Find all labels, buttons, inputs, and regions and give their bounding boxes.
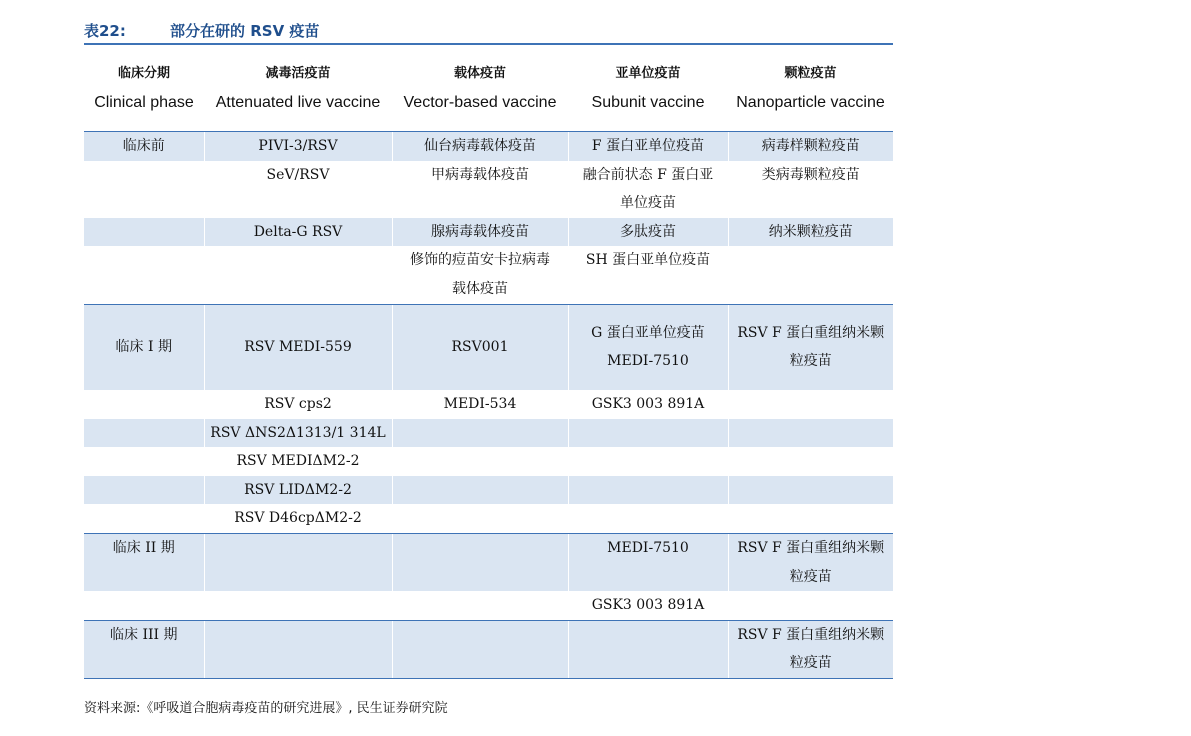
header-en: Vector-based vaccine xyxy=(403,93,557,111)
cell-vector: MEDI-534 xyxy=(392,390,568,419)
cell-attenuated: RSV D46cpΔM2-2 xyxy=(204,504,392,533)
cell-phase xyxy=(84,246,204,304)
header-attenuated-live xyxy=(204,45,392,132)
cell-subunit: G 蛋白亚单位疫苗 MEDI-7510 xyxy=(568,304,728,390)
table-row xyxy=(84,132,893,161)
cell-nanoparticle xyxy=(728,504,893,533)
cell-attenuated xyxy=(204,591,392,620)
cell-vector: 腺病毒载体疫苗 xyxy=(392,218,568,247)
cell-phase xyxy=(84,419,204,448)
header-zh: 亚单位疫苗 xyxy=(615,65,681,81)
header-clinical-phase xyxy=(84,45,204,132)
header-subunit xyxy=(568,45,728,132)
table-row xyxy=(84,447,893,476)
cell-subunit: GSK3 003 891A xyxy=(568,390,728,419)
table-row xyxy=(84,504,893,533)
cell-subunit xyxy=(568,620,728,678)
table-row xyxy=(84,419,893,448)
cell-attenuated: SeV/RSV xyxy=(204,161,392,218)
cell-nanoparticle: 纳米颗粒疫苗 xyxy=(728,218,893,247)
cell-subunit: GSK3 003 891A xyxy=(568,591,728,620)
cell-vector xyxy=(392,534,568,592)
table-row xyxy=(84,390,893,419)
header-zh: 颗粒疫苗 xyxy=(784,65,837,81)
cell-attenuated: Delta-G RSV xyxy=(204,218,392,247)
cell-phase xyxy=(84,447,204,476)
header-zh: 临床分期 xyxy=(117,65,170,81)
table-row xyxy=(84,218,893,247)
cell-vector: 仙台病毒载体疫苗 xyxy=(392,132,568,161)
cell-subunit: MEDI-7510 xyxy=(568,534,728,592)
cell-nanoparticle: RSV F 蛋白重组纳米颗粒疫苗 xyxy=(728,534,893,592)
source-note: 资料来源:《呼吸道合胞病毒疫苗的研究进展》, 民生证券研究院 xyxy=(84,701,448,716)
cell-attenuated: PIVI-3/RSV xyxy=(204,132,392,161)
header-en: Attenuated live vaccine xyxy=(215,93,381,111)
cell-nanoparticle xyxy=(728,591,893,620)
cell-subunit: 多肽疫苗 xyxy=(568,218,728,247)
cell-vector: 甲病毒载体疫苗 xyxy=(392,161,568,218)
header-en: Subunit vaccine xyxy=(591,93,705,111)
cell-nanoparticle: RSV F 蛋白重组纳米颗粒疫苗 xyxy=(728,304,893,390)
table-title xyxy=(84,20,319,42)
rsv-vaccine-table xyxy=(84,45,893,679)
cell-attenuated xyxy=(204,534,392,592)
cell-vector xyxy=(392,447,568,476)
header-row xyxy=(84,45,893,132)
table-number: 表22: xyxy=(84,22,126,40)
cell-subunit xyxy=(568,476,728,505)
cell-nanoparticle xyxy=(728,246,893,304)
cell-nanoparticle xyxy=(728,390,893,419)
cell-subunit xyxy=(568,447,728,476)
header-vector-based xyxy=(392,45,568,132)
cell-phase: 临床前 xyxy=(84,132,204,161)
table-row xyxy=(84,246,893,304)
cell-vector xyxy=(392,620,568,678)
table-title-text: 部分在研的 RSV 疫苗 xyxy=(170,22,320,40)
cell-phase xyxy=(84,161,204,218)
cell-nanoparticle: RSV F 蛋白重组纳米颗粒疫苗 xyxy=(728,620,893,678)
header-nanoparticle xyxy=(728,45,893,132)
cell-phase: 临床 I 期 xyxy=(84,304,204,390)
cell-phase xyxy=(84,476,204,505)
table-row xyxy=(84,476,893,505)
cell-phase xyxy=(84,504,204,533)
cell-subunit xyxy=(568,419,728,448)
cell-subunit xyxy=(568,504,728,533)
header-en: Nanoparticle vaccine xyxy=(736,93,885,111)
cell-attenuated: RSV LIDΔM2-2 xyxy=(204,476,392,505)
cell-phase xyxy=(84,390,204,419)
cell-attenuated: RSV MEDIΔM2-2 xyxy=(204,447,392,476)
table-row xyxy=(84,161,893,218)
header-zh: 减毒活疫苗 xyxy=(265,65,331,81)
header-zh: 载体疫苗 xyxy=(453,65,506,81)
cell-vector xyxy=(392,419,568,448)
cell-attenuated: RSV cps2 xyxy=(204,390,392,419)
table-row xyxy=(84,304,893,390)
cell-vector xyxy=(392,504,568,533)
cell-attenuated: RSV ΔNS2Δ1313/1 314L xyxy=(204,419,392,448)
cell-attenuated xyxy=(204,246,392,304)
cell-vector xyxy=(392,476,568,505)
header-en: Clinical phase xyxy=(94,93,194,111)
cell-vector xyxy=(392,591,568,620)
cell-phase: 临床 II 期 xyxy=(84,534,204,592)
cell-phase xyxy=(84,591,204,620)
cell-subunit: F 蛋白亚单位疫苗 xyxy=(568,132,728,161)
cell-vector: RSV001 xyxy=(392,304,568,390)
cell-vector: 修饰的痘苗安卡拉病毒载体疫苗 xyxy=(392,246,568,304)
table-row xyxy=(84,534,893,592)
cell-attenuated xyxy=(204,620,392,678)
cell-subunit: SH 蛋白亚单位疫苗 xyxy=(568,246,728,304)
cell-nanoparticle: 类病毒颗粒疫苗 xyxy=(728,161,893,218)
cell-nanoparticle xyxy=(728,419,893,448)
cell-nanoparticle xyxy=(728,447,893,476)
cell-nanoparticle xyxy=(728,476,893,505)
cell-phase xyxy=(84,218,204,247)
table-row xyxy=(84,620,893,678)
cell-subunit: 融合前状态 F 蛋白亚单位疫苗 xyxy=(568,161,728,218)
cell-attenuated: RSV MEDI-559 xyxy=(204,304,392,390)
cell-phase: 临床 III 期 xyxy=(84,620,204,678)
table-row xyxy=(84,591,893,620)
cell-nanoparticle: 病毒样颗粒疫苗 xyxy=(728,132,893,161)
